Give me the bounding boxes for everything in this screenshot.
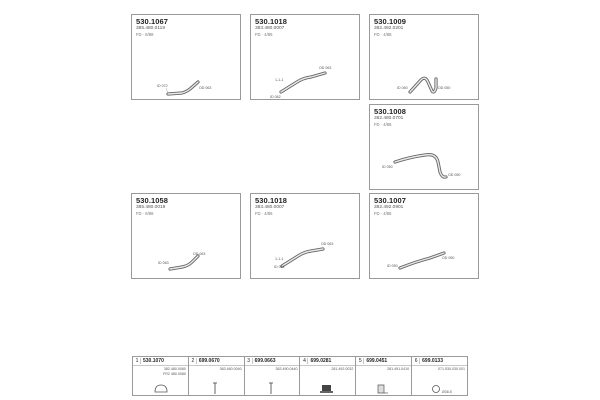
dim-label: 1-1-1 [275,78,284,82]
part-number: 699.0670 [198,358,220,364]
part-note: FD · 4/85 [255,32,273,37]
pipe-drawing [132,15,242,101]
dim-label: ID 062 [270,95,281,99]
part-code: 385.480.0119 [136,26,165,31]
dim-label: ID 072 [157,84,168,88]
part-code: 382.492.0901 [374,205,404,210]
part-index: 6 [413,358,420,364]
strap-bracket-icon [356,366,412,397]
dim-label: OD 063 [319,66,332,70]
catalog-panel-3 [369,14,479,100]
hanger-ring-icon [412,366,468,397]
part-index: 2 [190,358,197,364]
part-note: FD · 4/85 [255,211,273,216]
dim-label: ID 050 [387,264,398,268]
part-note: FD · 6/88 [136,211,154,216]
part-number: 530.1009 [374,17,407,26]
part-cell [189,357,245,395]
bolt-icon [189,366,245,397]
part-note: FD · 4/86 [374,211,392,216]
part-cell [245,357,301,395]
pipe-drawing [251,15,361,101]
part-code: 071.530.030.001 [437,367,465,371]
part-number: 530.1018 [255,196,288,205]
part-code: 281.491.0410 [387,367,410,371]
pipe-drawing [370,194,480,280]
part-code: 383.480.0007 [255,26,285,31]
part-code: 382.480.0701 [374,116,404,121]
part-code: 382.480.0080 [163,367,186,371]
ring-clamp-icon [133,366,189,397]
part-code: 382.492.0201 [374,26,404,31]
dim-label: 1-1-1 [275,257,284,261]
dim-label: OD 063 [193,252,206,256]
part-number: 530.1008 [374,107,407,116]
part-code: 383.490.0440 [275,367,298,371]
part-index: 3 [246,358,253,364]
part-number: 699.0451 [366,358,388,364]
part-number: 699.0281 [310,358,332,364]
catalog-panel-2 [250,14,360,100]
catalog-panel-7 [369,193,479,279]
dim-label: OD 050 [442,256,455,260]
part-number: 699.0663 [254,358,276,364]
part-number: 530.1018 [255,17,288,26]
pipe-drawing [370,15,480,101]
part-number: 530.1058 [136,196,169,205]
dim-label: ID 062 [274,265,285,269]
part-number: 699.0133 [422,358,443,364]
part-cell [412,357,467,395]
part-number: 530.1007 [374,196,407,205]
pipe-drawing [132,194,242,280]
dim-label: ID 050 [382,165,393,169]
catalog-panel-4 [369,104,479,190]
clamp-bracket-icon [300,366,356,397]
part-code-alt: FR2 480.0080 [163,372,186,376]
pipe-drawing [370,105,480,191]
dim-label: OD 050 [438,86,451,90]
part-code: 281.492.0032 [331,367,354,371]
part-cell [356,357,412,395]
part-note: FD · 6/88 [136,32,154,37]
small-parts-table [132,356,468,396]
part-code: 383.460.0040 [219,367,242,371]
catalog-panel-5 [131,193,241,279]
bolt-icon [245,366,301,397]
part-note: FD · 4/86 [374,122,392,127]
dim-label: OD 063 [199,86,212,90]
catalog-panel-6 [250,193,360,279]
pipe-drawing [251,194,361,280]
dim-label: ID 063 [158,261,169,265]
part-dim: Ø38.5 [442,390,452,394]
catalog-panel-1 [131,14,241,100]
part-cell [300,357,356,395]
part-number: 530.1067 [136,17,169,26]
part-code: 385.480.0019 [136,205,166,210]
part-index: 4 [301,358,308,364]
part-number: 530.1070 [143,358,164,364]
dim-label: OD 063 [321,242,334,246]
part-index: 1 [134,358,141,364]
part-code: 383.480.0007 [255,205,285,210]
part-index: 5 [357,358,364,364]
part-note: FD · 4/88 [374,32,392,37]
dim-label: ID 050 [397,86,408,90]
dim-label: OD 050 [448,173,461,177]
part-cell [133,357,189,395]
